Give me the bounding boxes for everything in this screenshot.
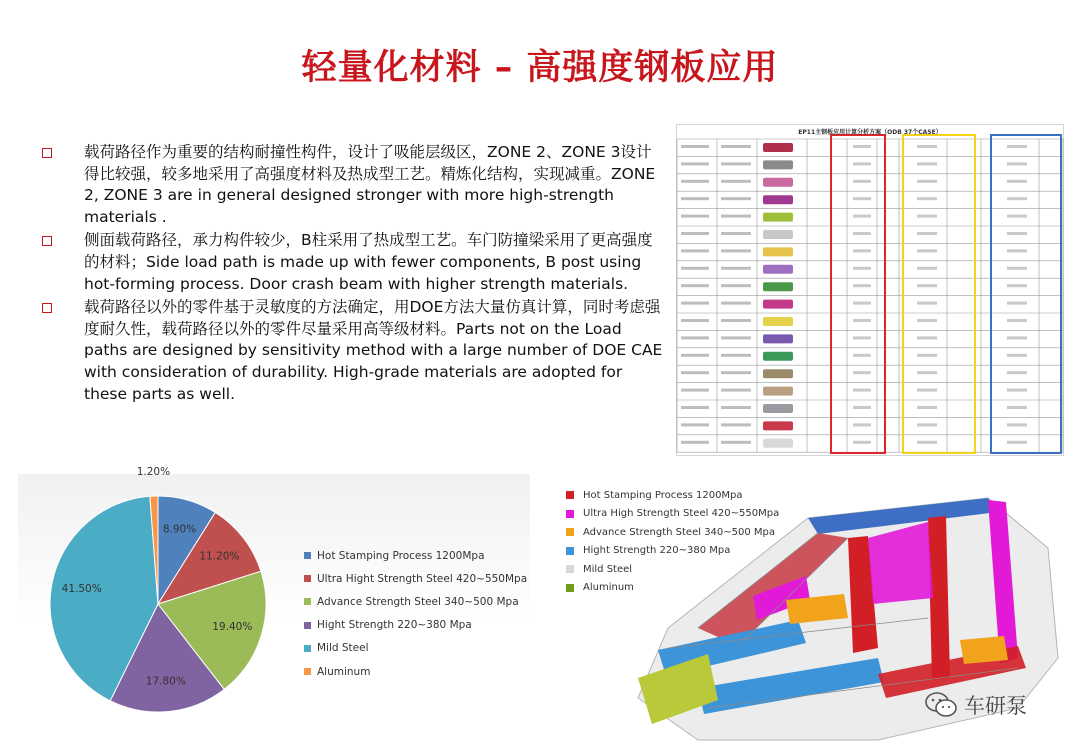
wechat-logo-icon bbox=[924, 691, 958, 719]
pie-legend-item-mild-steel bbox=[304, 637, 527, 660]
car-legend-item bbox=[566, 542, 779, 561]
pie-label-mild-steel: 41.50% bbox=[61, 583, 102, 596]
car-legend-item bbox=[566, 523, 779, 542]
car-legend-item bbox=[566, 579, 779, 598]
legend-swatch bbox=[304, 575, 311, 582]
legend-label: Aluminum bbox=[317, 665, 371, 678]
legend-swatch bbox=[566, 565, 574, 573]
pie-label-advance-strength: 19.40% bbox=[212, 621, 253, 634]
legend-label: Ultra Hight Strength Steel 420~550Mpa bbox=[317, 572, 528, 585]
bullet-square-icon bbox=[42, 303, 52, 313]
watermark bbox=[924, 690, 1027, 720]
legend-swatch bbox=[304, 668, 311, 675]
pie-legend-item-aluminum bbox=[304, 660, 527, 683]
legend-swatch bbox=[304, 622, 311, 629]
pie-legend-item-advance-strength bbox=[304, 590, 527, 613]
legend-label: Hot Stamping Process 1200Mpa bbox=[583, 489, 743, 501]
legend-swatch bbox=[304, 645, 311, 652]
page-title: 轻量化材料 – 高强度钢板应用 bbox=[301, 48, 779, 88]
legend-label: Hight Strength 220~380 Mpa bbox=[583, 545, 731, 557]
legend-label: Aluminum bbox=[583, 582, 634, 594]
pie-legend-item-hot-stamping bbox=[304, 544, 527, 567]
legend-label: Advance Strength Steel 340~500 Mpa bbox=[583, 526, 776, 538]
bullet-text: 载荷路径作为重要的结构耐撞性构件，设计了吸能层级区，ZONE 2、ZONE 3设计得比较强，较多地采用了高强度材料及热成型工艺。精炼化结构，实现减重。ZONE 2, ZONE 3 are in general designed stronger with more high-strength materials . bbox=[84, 143, 656, 226]
watermark-text: 车研泵 bbox=[964, 694, 1027, 718]
legend-swatch bbox=[566, 584, 574, 592]
legend-swatch bbox=[566, 510, 574, 518]
legend-swatch bbox=[566, 547, 574, 555]
bullet-item bbox=[42, 297, 664, 405]
bullet-item bbox=[42, 230, 664, 295]
bullet-square-icon bbox=[42, 148, 52, 158]
legend-swatch bbox=[566, 491, 574, 499]
legend-swatch bbox=[304, 598, 311, 605]
bullet-square-icon bbox=[42, 236, 52, 246]
pie-chart-panel bbox=[18, 466, 530, 724]
legend-label: Hot Stamping Process 1200Mpa bbox=[317, 549, 485, 562]
table-title: EP11主钢板应用计算分析方案（ODB 37个CASE） bbox=[798, 129, 942, 136]
pie-label-ultra-high-strength: 11.20% bbox=[199, 550, 240, 563]
pie-label-hot-stamping: 8.90% bbox=[162, 523, 197, 536]
table-grid-graphic bbox=[677, 125, 1063, 455]
pie-legend-item-high-strength bbox=[304, 614, 527, 637]
car-material-legend bbox=[566, 486, 779, 597]
legend-label: Advance Strength Steel 340~500 Mpa bbox=[317, 595, 519, 608]
legend-label: Mild Steel bbox=[317, 642, 369, 655]
bullet-list bbox=[42, 142, 664, 407]
pie-chart bbox=[18, 466, 298, 724]
pie-label-high-strength: 17.80% bbox=[145, 675, 186, 688]
legend-label: Hight Strength 220~380 Mpa bbox=[317, 619, 472, 632]
legend-swatch bbox=[304, 552, 311, 559]
legend-label: Mild Steel bbox=[583, 563, 633, 575]
car-legend-item bbox=[566, 505, 779, 524]
bullet-item bbox=[42, 142, 664, 228]
bullet-text: 载荷路径以外的零件基于灵敏度的方法确定，用DOE方法大量仿真计算，同时考虑强度耐久性，载荷路径以外的零件尽量采用高等级材料。Parts not on the Load paths are designed by sensitivity method with a large number of DOE CAE with consideration of durability. High-grade materials are adopted for these parts as well. bbox=[84, 298, 663, 403]
pie-legend bbox=[304, 544, 527, 683]
legend-label: Ultra High Strength Steel 420~550Mpa bbox=[583, 508, 780, 520]
steel-analysis-table-image bbox=[676, 124, 1064, 456]
car-legend-item bbox=[566, 486, 779, 505]
pie-label-aluminum: 1.20% bbox=[136, 466, 171, 479]
legend-swatch bbox=[566, 528, 574, 536]
car-legend-item bbox=[566, 560, 779, 579]
bullet-text: 侧面载荷路径，承力构件较少，B柱采用了热成型工艺。车门防撞梁采用了更高强度的材料；Side load path is made up with fewer components, B post using hot-forming process. Door crash beam with higher strength materials. bbox=[84, 231, 653, 293]
pie-legend-item-ultra-high-strength bbox=[304, 567, 527, 590]
